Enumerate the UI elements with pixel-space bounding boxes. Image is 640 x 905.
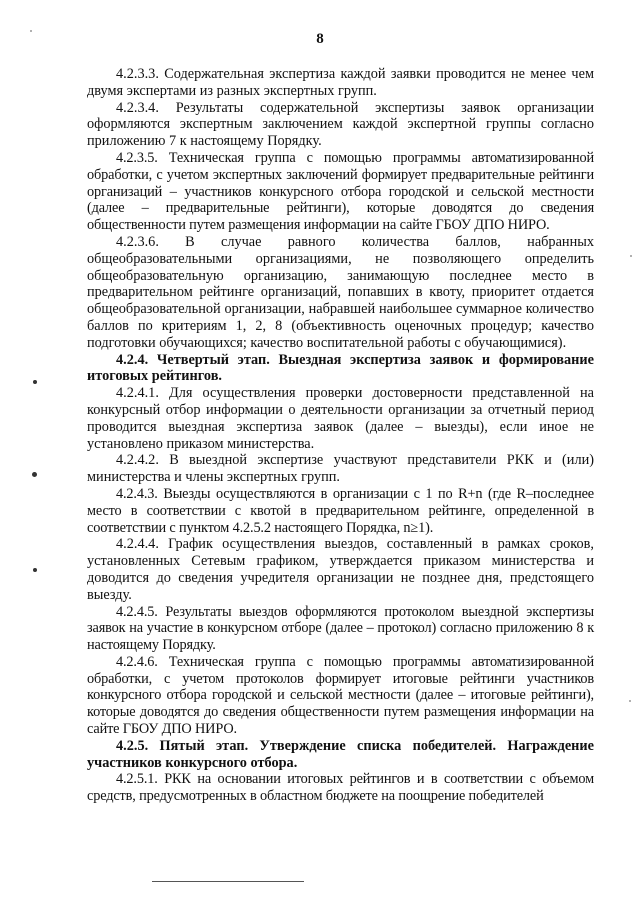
- paragraph-number: 4.2.4.: [116, 351, 149, 368]
- scan-speck: [33, 568, 37, 572]
- paragraph-text: Техническая группа с помощью программы автоматизированной обработки, с учетом экспертных заключений формирует предварительные рейтинги организаций – участников конкурсного отбора городской и сельской местности (далее – предварительные рейтинги), которые доводятся до сведения общественности путем размещения информации на сайте ГБОУ ДПО НИРО.: [87, 149, 594, 234]
- paragraph-text: Для осуществления проверки достоверности представленной на конкурсный отбор информации о деятельности организации за отчетный период проводится выездная экспертиза заявок (далее – выезды), если иное не установлено приказом министерства.: [87, 385, 595, 452]
- paragraph-number: 4.2.3.6.: [116, 233, 159, 250]
- scan-speck: [629, 700, 631, 702]
- paragraph-text: Результаты содержательной экспертизы заявок организации оформляются экспертным заключением каждой экспертной группы согласно приложению 7 к настоящему Порядку.: [87, 99, 595, 150]
- paragraph-number: 4.2.4.2.: [116, 452, 159, 469]
- paragraph-number: 4.2.4.5.: [116, 603, 158, 620]
- paragraph-4-2-4-1: [87, 385, 594, 452]
- scan-speck: [32, 472, 37, 477]
- paragraph-text: График осуществления выездов, составленный в рамках сроков, установленных Сетевым графиком, утверждается приказом министерства и доводится до сведения учредителя организации не позднее дня, предстоящего выезду.: [87, 536, 594, 603]
- paragraph-text: Техническая группа с помощью программы автоматизированной обработки, с учетом протоколов формирует итоговые рейтинги участников конкурсного отбора городской и сельской местности (далее – итоговые рейтинги), которые доводятся до сведения общественности путем размещения информации на сайте ГБОУ ДПО НИРО.: [87, 653, 594, 738]
- paragraph-text: Пятый этап. Утверждение списка победителей. Награждение участников конкурсного отбора.: [87, 737, 595, 771]
- paragraph-4-2-4-2: [87, 452, 594, 486]
- footnote-rule: [152, 881, 304, 882]
- paragraph-4-2-4-3: [87, 486, 594, 536]
- paragraph-4-2-3-5: [87, 150, 594, 234]
- paragraph-text: В выездной экспертизе участвуют представители РКК и (или) министерства и члены экспертных групп.: [87, 452, 594, 486]
- paragraph-4-2-3-6: [87, 234, 594, 352]
- scan-speck: [33, 380, 37, 384]
- paragraph-text: В случае равного количества баллов, набранных общеобразовательными организациями, не позволяющего определить общеобразовательную организацию, занимающую последнее место в предварительном рейтинге организаций, попавших в квоту, приоритет отдается общеобразовательной организации, набравшей наибольшее суммарное количество баллов по критериям 1, 2, 8 (объективность оценочных процедур; качество подготовки обучающихся; качество воспитательной работы с обучающимися).: [87, 233, 594, 351]
- paragraph-number: 4.2.3.5.: [116, 149, 158, 166]
- paragraph-text: РКК на основании итоговых рейтингов и в соответствии с объемом средств, предусмотренных в областном бюджете на поощрение победителей: [87, 771, 594, 805]
- paragraph-text: Содержательная экспертиза каждой заявки проводится не менее чем двумя экспертами из разных экспертных групп.: [87, 66, 594, 99]
- paragraph-4-2-3-4: [87, 100, 594, 150]
- paragraph-4-2-4-4: [87, 536, 594, 603]
- paragraph-number: 4.2.4.1.: [116, 385, 159, 402]
- paragraph-number: 4.2.5.1.: [116, 771, 158, 788]
- paragraph-4-2-4: [87, 352, 594, 386]
- paragraph-number: 4.2.5.: [116, 737, 149, 754]
- paragraph-text: Четвертый этап. Выездная экспертиза заявок и формирование итоговых рейтингов.: [87, 351, 595, 385]
- paragraph-number: 4.2.3.4.: [116, 99, 159, 116]
- paragraph-text: Результаты выездов оформляются протоколом выездной экспертизы заявок на участие в конкурсном отборе (далее – протокол) согласно приложению 8 к настоящему Порядку.: [87, 603, 594, 654]
- paragraph-number: 4.2.3.3.: [116, 66, 159, 82]
- paragraph-4-2-5-1: [87, 771, 594, 805]
- paragraph-4-2-4-6: [87, 654, 594, 738]
- scan-speck: [630, 255, 632, 257]
- paragraph-4-2-3-3: [87, 66, 594, 100]
- paragraph-number: 4.2.4.3.: [116, 485, 158, 502]
- paragraph-4-2-5: [87, 738, 594, 772]
- body-text: [87, 66, 594, 805]
- page-number: 8: [316, 31, 324, 47]
- scan-speck: [30, 30, 32, 32]
- paragraph-number: 4.2.4.6.: [116, 653, 158, 670]
- paragraph-text: Выезды осуществляются в организации с 1 по R+n (где R–последнее место в соответствии с квотой в предварительном рейтинге, определенной в соответствии с пунктом 4.2.5.2 настоящего Порядка, n≥1).: [87, 485, 594, 536]
- paragraph-4-2-4-5: [87, 604, 594, 654]
- paragraph-number: 4.2.4.4.: [116, 536, 159, 553]
